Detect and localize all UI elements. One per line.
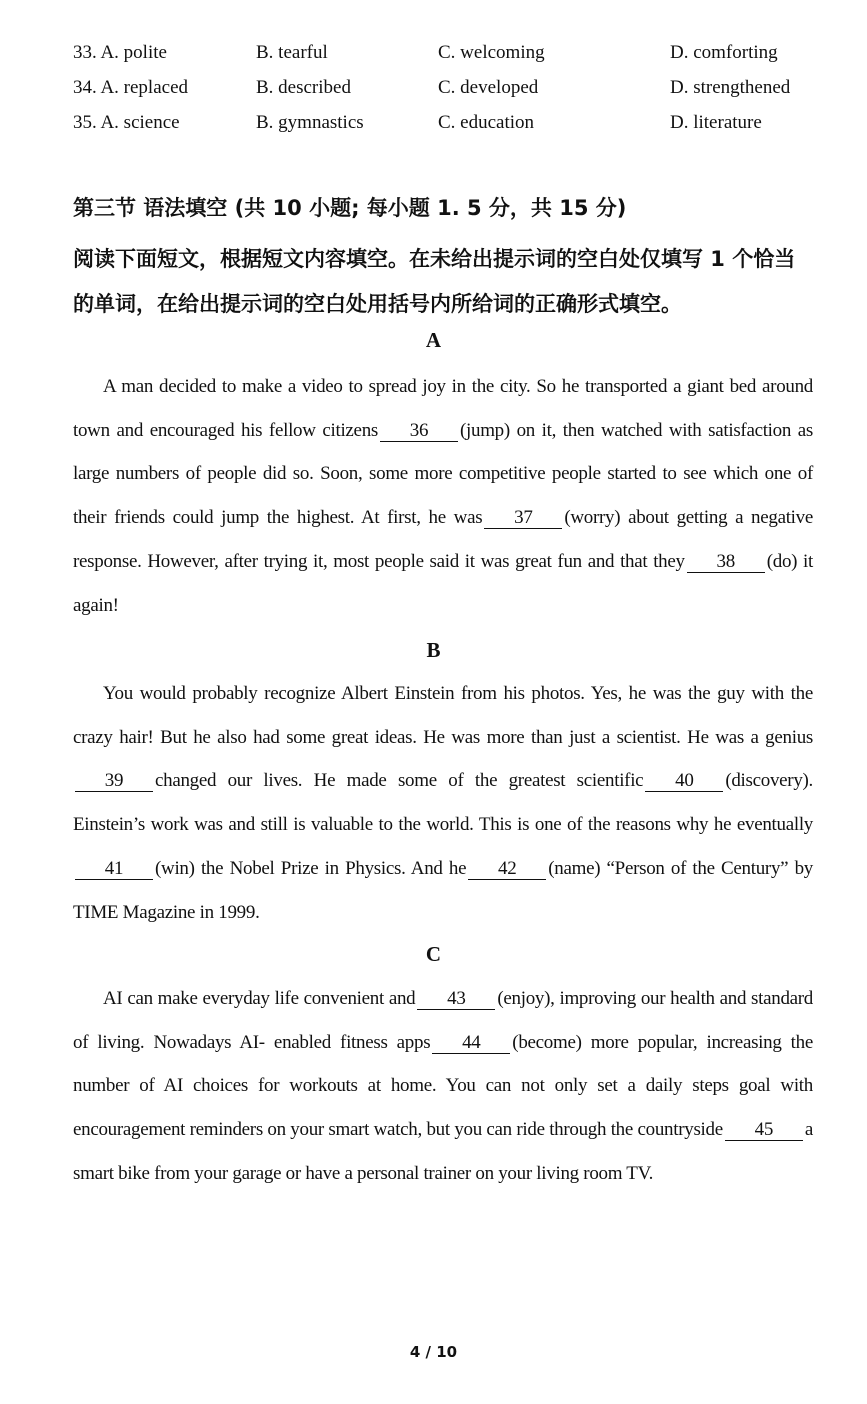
passage-a-heading: A [425, 328, 442, 352]
passage-b-heading: B [426, 638, 441, 662]
passage-c-text [73, 977, 813, 1196]
section-title: 第三节 语法填空 (共 10 小题; 每小题 1. 5 分，共 15 分) [73, 196, 627, 220]
passage-c-heading: C [425, 942, 442, 966]
blank-44[interactable]: 44 [432, 1033, 510, 1054]
option-33-b: B. tearful [256, 42, 328, 63]
options-row-34 [73, 77, 813, 107]
option-35-d: D. literature [670, 112, 762, 133]
options-row-35 [73, 112, 813, 142]
passage-b-text-4: (win) the Nobel Prize in Physics. And he [155, 857, 467, 879]
passage-a-text-1: A man decided to make a video to spread joy in the city. So he transported a giant bed around town and encouraged his fellow citizens [73, 376, 813, 441]
option-33-d: D. comforting [670, 42, 778, 63]
passage-b-text-5: (name) “Person of the Century” by TIME Magazine in 1999. [73, 857, 813, 923]
passage-b-text-1: You would probably recognize Albert Einstein from his photos. Yes, he was the guy with the crazy hair! But he also had some great ideas. He was more than just a scientist. He was a genius [73, 683, 813, 748]
passage-b-text [73, 672, 813, 934]
option-35-a: 35. A. science [73, 112, 180, 133]
option-34-a: 34. A. replaced [73, 77, 189, 98]
passage-a-text [73, 365, 813, 627]
option-33-a: 33. A. polite [73, 42, 167, 63]
passage-c-text-3: (become) more popular, increasing the number of AI choices for workouts at home. You can not only set a daily steps goal with encouragement reminders on your smart watch, but you can ride through the countryside [73, 1031, 813, 1141]
blank-39[interactable]: 39 [75, 771, 153, 792]
page-number: 4 / 10 [409, 1343, 458, 1361]
blank-37[interactable]: 37 [484, 508, 562, 529]
passage-a-text-4: (do) it again! [73, 550, 813, 616]
blank-42[interactable]: 42 [468, 859, 546, 880]
passage-a-text-3: (worry) about getting a negative response. However, after trying it, most people said it was great fun and that they [73, 507, 813, 572]
blank-45[interactable]: 45 [725, 1120, 803, 1141]
option-35-b: B. gymnastics [256, 112, 364, 133]
blank-38[interactable]: 38 [687, 552, 765, 573]
blank-41[interactable]: 41 [75, 859, 153, 880]
option-35-c: C. education [438, 112, 535, 133]
option-34-b: B. described [256, 77, 351, 98]
option-34-c: C. developed [438, 77, 539, 98]
option-33-c: C. welcoming [438, 42, 545, 63]
option-34-d: D. strengthened [670, 77, 791, 98]
passage-b-text-2: changed our lives. He made some of the greatest scientific [155, 770, 644, 792]
blank-36[interactable]: 36 [380, 421, 458, 442]
passage-c-text-1: AI can make everyday life convenient and [103, 988, 416, 1009]
passage-c-text-4: a smart bike from your garage or have a personal trainer on your living room TV. [73, 1119, 813, 1184]
blank-43[interactable]: 43 [417, 989, 495, 1010]
blank-40[interactable]: 40 [645, 771, 723, 792]
passage-c-text-2: (enjoy), improving our health and standard of living. Nowadays AI- enabled fitness apps [73, 988, 814, 1053]
passage-b-text-3: (discovery). Einstein’s work was and still is valuable to the world. This is one of the reasons why he eventually [73, 770, 813, 836]
options-row-33 [73, 42, 813, 72]
passage-a-text-2: (jump) on it, then watched with satisfaction as large numbers of people did so. Soon, some more competitive people started to see which one of their friends could jump the highest. At first, he was [73, 419, 813, 529]
section-instructions: 阅读下面短文，根据短文内容填空。在未给出提示词的空白处仅填写 1 个恰当的单词，在给出提示词的空白处用括号内所给词的正确形式填空。 [73, 247, 796, 316]
